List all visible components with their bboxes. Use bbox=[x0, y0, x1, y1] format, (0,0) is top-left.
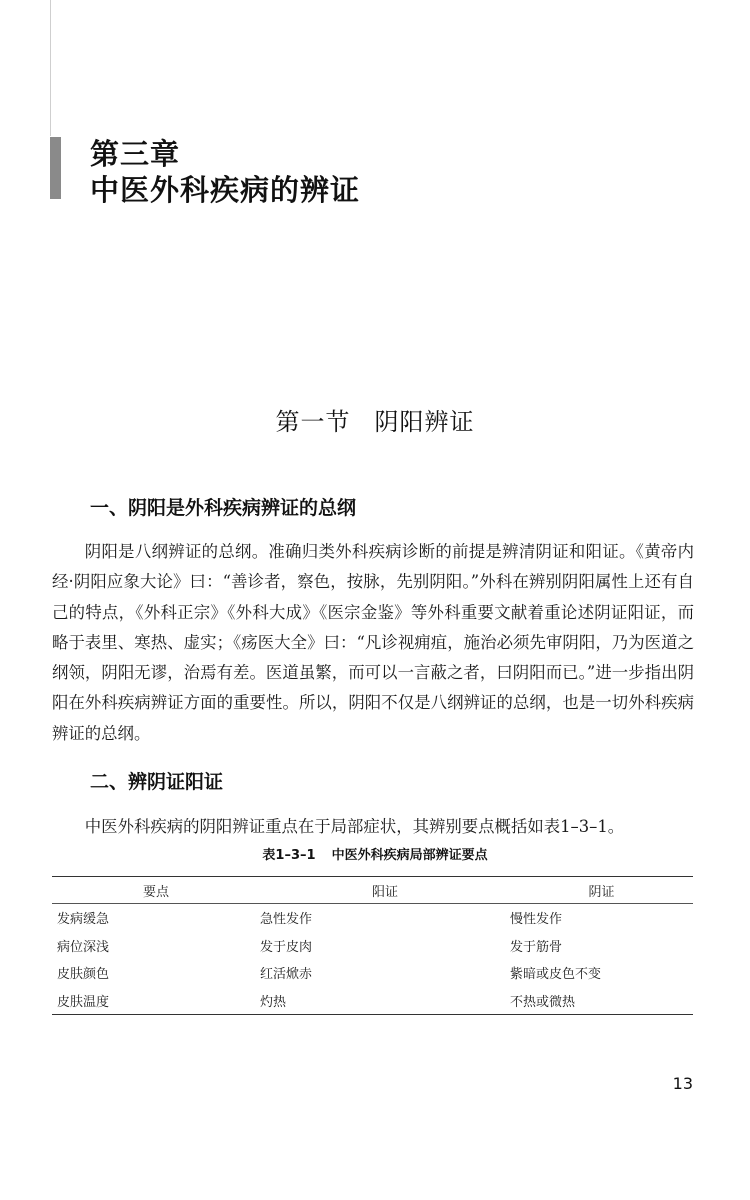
subsection-body-2: 中医外科疾病的阴阳辨证重点在于局部症状，其辨别要点概括如表1–3–1。 bbox=[84, 817, 625, 836]
table-cell: 发于筋骨 bbox=[510, 939, 563, 955]
table-cell: 急性发作 bbox=[260, 912, 313, 928]
table-cell: 慢性发作 bbox=[510, 912, 563, 928]
table-header-cell: 要点 bbox=[52, 877, 260, 904]
table-cell: 皮肤温度 bbox=[57, 994, 110, 1010]
section-title bbox=[0, 404, 750, 440]
page-number: 13 bbox=[672, 1074, 693, 1093]
table-caption-number: 表1–3–1 bbox=[262, 848, 316, 863]
section-number: 第一节 bbox=[275, 408, 351, 436]
table-cell: 灼热 bbox=[260, 994, 287, 1010]
subsection-heading-2: 二、辨阴证阳证 bbox=[90, 771, 224, 793]
table-header-cell: 阴证 bbox=[510, 877, 693, 904]
table-cell: 发于皮肉 bbox=[260, 939, 313, 955]
table-header-cell: 阳证 bbox=[260, 877, 510, 904]
chapter-number: 第三章 bbox=[90, 137, 181, 171]
table-caption bbox=[0, 845, 750, 867]
table-row bbox=[52, 932, 693, 960]
table-header-row bbox=[52, 877, 693, 904]
table-row bbox=[52, 904, 693, 932]
section-name: 阴阳辨证 bbox=[374, 408, 475, 436]
subsection-heading-1: 一、阴阳是外科疾病辨证的总纲 bbox=[90, 497, 357, 519]
table-cell: 不热或微热 bbox=[510, 994, 576, 1010]
subsection-body-1: 阴阳是八纲辨证的总纲。准确归类外科疾病诊断的前提是辨清阴证和阳证。《黄帝内经·阴阳应象大论》曰：“善诊者，察色，按脉，先别阴阳。”外科在辨别阴阳属性上还有自己的特点，《外科正宗》《外科大成》《医宗金鉴》等外科重要文献着重论述阴证阳证，而略于表里、寒热、虚实；《疡医大全》曰：“凡诊视痈疽，施治必须先审阴阳，乃为医道之纲领，阴阳无谬，治焉有差。医道虽繁，而可以一言蔽之者，曰阴阳而已。”进一步指出阴阳在外科疾病辨证方面的重要性。所以，阴阳不仅是八纲辨证的总纲，也是一切外科疾病辨证的总纲。 bbox=[52, 542, 694, 743]
table-caption-title: 中医外科疾病局部辨证要点 bbox=[331, 848, 488, 863]
table-cell: 病位深浅 bbox=[57, 939, 110, 955]
table-cell: 发病缓急 bbox=[57, 912, 110, 928]
syndrome-table bbox=[52, 876, 693, 1015]
margin-rule bbox=[50, 0, 51, 136]
chapter-title bbox=[90, 136, 360, 208]
chapter-name: 中医外科疾病的辨证 bbox=[90, 173, 361, 207]
table-cell: 皮肤颜色 bbox=[57, 967, 110, 983]
table-row bbox=[52, 987, 693, 1015]
table-cell: 红活焮赤 bbox=[260, 967, 313, 983]
table-cell: 紫暗或皮色不变 bbox=[510, 967, 602, 983]
chapter-accent-bar bbox=[50, 137, 61, 199]
table-row bbox=[52, 959, 693, 987]
